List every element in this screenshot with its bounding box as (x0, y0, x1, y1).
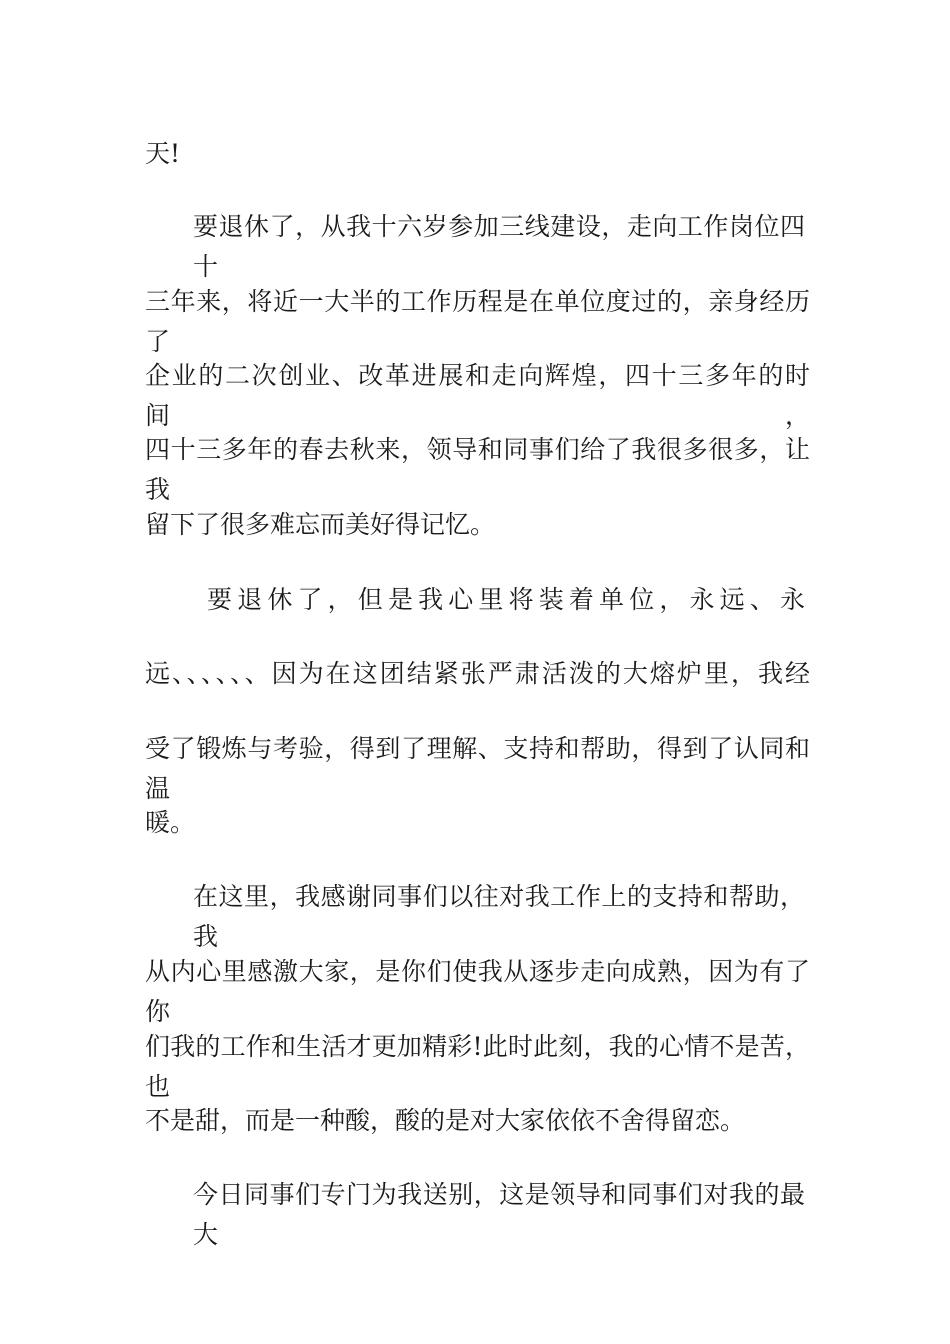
text-line-10: 暖。 (145, 808, 196, 837)
text-line-3: 三年来，将近一大半的工作历程是在单位度过的，亲身经历了 (145, 287, 810, 356)
text-line-15: 今日同事们专门为我送别，这是领导和同事们对我的最大 (193, 1180, 805, 1249)
text-line-2: 要退休了，从我十六岁参加三线建设，走向工作岗位四十 (193, 212, 805, 281)
text-line-11: 在这里，我感谢同事们以往对我工作上的支持和帮助，我 (193, 882, 805, 951)
text-line-1: 天! (145, 139, 181, 168)
text-line-12: 从内心里感激大家，是你们使我从逐步走向成熟，因为有了你 (145, 957, 810, 1026)
text-line-9: 受了锻炼与考验，得到了理解、支持和帮助，得到了认同和温 (145, 734, 810, 803)
text-line-14: 不是甜，而是一种酸，酸的是对大家依依不舍得留恋。 (145, 1106, 746, 1135)
text-line-13: 们我的工作和生活才更加精彩!此时此刻，我的心情不是苦，也 (145, 1032, 810, 1101)
text-line-6: 留下了很多难忘而美好得记忆。 (145, 510, 496, 539)
text-line-8: 远、、、、、、因为在这团结紧张严肃活泼的大熔炉里，我经 (145, 659, 810, 688)
text-line-4: 企业的二次创业、改革进展和走向辉煌，四十三多年的时间， (145, 361, 810, 430)
text-line-7: 要退休了，但是我心里将装着单位，永远、永 (207, 585, 805, 614)
text-line-5: 四十三多年的春去秋来，领导和同事们给了我很多很多，让我 (145, 435, 810, 504)
